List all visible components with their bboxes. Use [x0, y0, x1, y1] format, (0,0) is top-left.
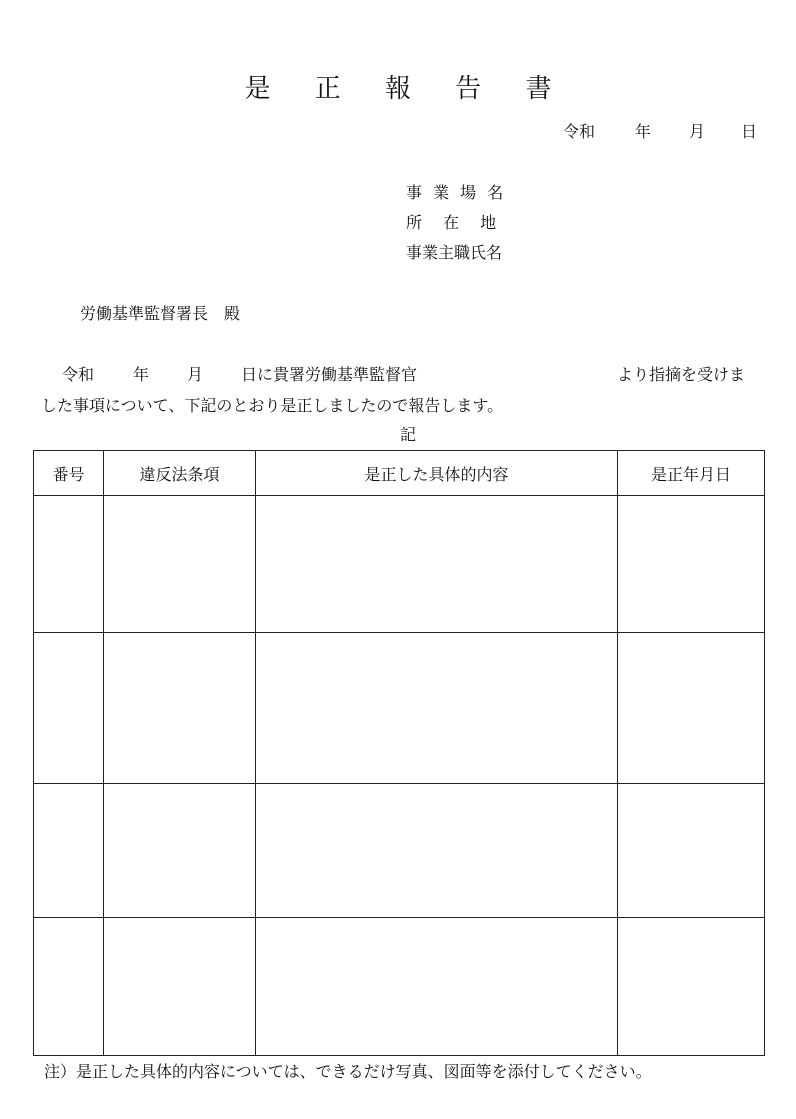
body-line1: 日に貴署労働基準監督官 [241, 365, 418, 384]
cell-clause[interactable] [104, 633, 256, 784]
employer-label: 事業主職氏名 [406, 243, 503, 262]
ki-heading: 記 [400, 425, 417, 444]
cell-clause[interactable] [104, 496, 256, 633]
cell-number[interactable] [34, 633, 104, 784]
correction-table [33, 450, 765, 1056]
body-era: 令和 [62, 365, 95, 384]
header-correction-date: 是正年月日 [618, 451, 765, 496]
cell-clause[interactable] [104, 918, 256, 1056]
header-correction-detail: 是正した具体的内容 [256, 451, 618, 496]
date-day: 日 [741, 122, 758, 141]
cell-number[interactable] [34, 918, 104, 1056]
document-title: 是 正 報 告 書 [244, 74, 570, 104]
cell-date[interactable] [618, 496, 765, 633]
header-violation-clause: 違反法条項 [104, 451, 256, 496]
cell-clause[interactable] [104, 784, 256, 918]
body-year: 年 [133, 365, 150, 384]
table-header-row [34, 451, 765, 496]
footnote: 注）是正した具体的内容については、できるだけ写真、図面等を添付してください。 [44, 1062, 652, 1081]
cell-detail[interactable] [256, 496, 618, 633]
cell-number[interactable] [34, 784, 104, 918]
addressee: 労働基準監督署長 殿 [80, 304, 241, 323]
cell-date[interactable] [618, 633, 765, 784]
cell-number[interactable] [34, 496, 104, 633]
cell-detail[interactable] [256, 918, 618, 1056]
business-name-label: 事 業 場 名 [406, 183, 507, 202]
date-era: 令和 [563, 122, 596, 141]
date-month: 月 [689, 122, 706, 141]
header-number: 番号 [34, 451, 104, 496]
table-row [34, 918, 765, 1056]
cell-detail[interactable] [256, 784, 618, 918]
location-label: 所 在 地 [406, 213, 497, 232]
table-row [34, 784, 765, 918]
cell-date[interactable] [618, 918, 765, 1056]
body-month: 月 [187, 365, 204, 384]
date-year: 年 [635, 122, 652, 141]
cell-date[interactable] [618, 784, 765, 918]
cell-detail[interactable] [256, 633, 618, 784]
table-row [34, 633, 765, 784]
body-line1-end: より指摘を受けま [617, 365, 746, 384]
body-line2: した事項について、下記のとおり是正しましたので報告します。 [41, 396, 504, 415]
table-row [34, 496, 765, 633]
